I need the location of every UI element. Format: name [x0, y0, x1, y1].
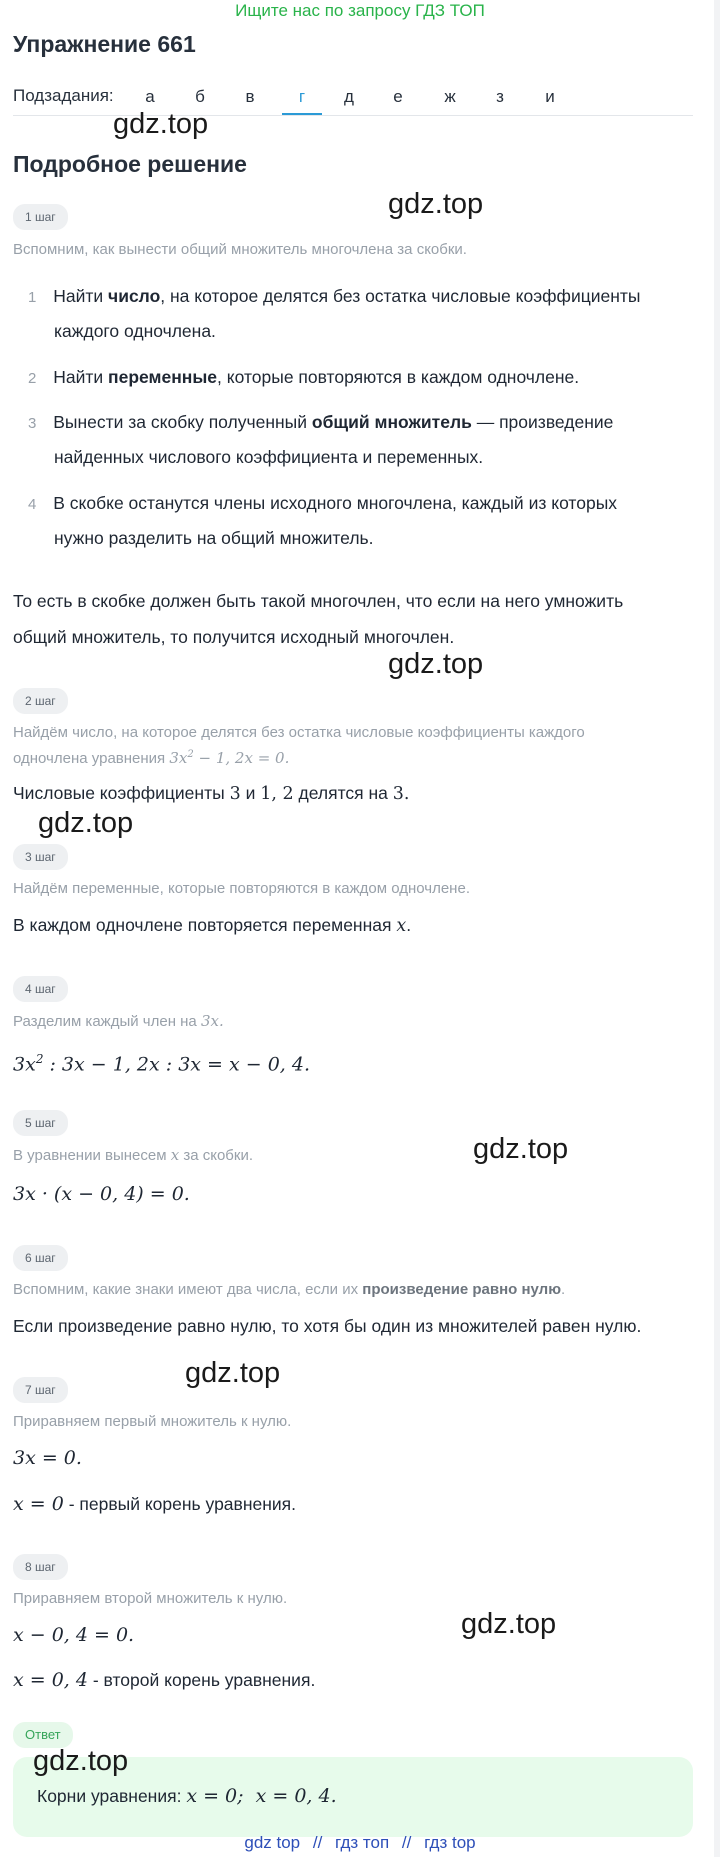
equation: 3x = 0. — [13, 1447, 82, 1469]
list-bold: общий множитель — [311, 412, 472, 432]
expression: 3x. — [200, 1012, 224, 1030]
list-number: 1 — [28, 289, 37, 306]
footer-link[interactable]: гдз top — [424, 1833, 476, 1852]
watermark: gdz.top — [461, 1608, 557, 1640]
root-line — [13, 1490, 296, 1518]
page-title: Упражнение 661 — [13, 31, 196, 57]
footer-link[interactable]: гдз топ — [335, 1833, 390, 1852]
step-6-badge: 6 шаг — [13, 1245, 68, 1271]
number-value: 3 — [392, 784, 404, 804]
subtab-g[interactable]: г — [282, 80, 322, 116]
step-2-text — [13, 779, 409, 808]
subtab-zh[interactable]: ж — [444, 87, 456, 106]
list-text: Найти — [53, 286, 109, 306]
number: 3 — [229, 784, 241, 804]
step-1-desc: Вспомним, как вынести общий множитель многочлена за скобки. — [13, 241, 467, 258]
equation: $3x^2$ : 3x − 1, 2x : 3x = x − 0, 4. — [13, 1052, 311, 1076]
equation: $3x^2 - 1$, 2x = 0. — [169, 749, 290, 767]
list-item — [28, 282, 698, 312]
step-4-badge: 4 шаг — [13, 976, 68, 1002]
step-7-badge: 7 шаг — [13, 1377, 68, 1403]
list-item-cont: каждого одночлена. — [54, 321, 216, 341]
footer-separator: // — [312, 1833, 323, 1852]
root: x = 0 — [13, 1493, 64, 1515]
subtab-a[interactable]: а — [145, 87, 155, 106]
watermark: gdz.top — [33, 1745, 129, 1777]
text: Разделим каждый член на — [13, 1013, 197, 1030]
step-2-desc: Найдём число, на которое делятся без остатка числовые коэффициенты каждого — [13, 724, 585, 741]
step-5-badge: 5 шаг — [13, 1110, 68, 1136]
watermark: gdz.top — [113, 108, 209, 140]
list-item — [28, 363, 579, 393]
footer-link[interactable]: gdz top — [244, 1833, 301, 1852]
list-item-cont: нужно разделить на общий множитель. — [54, 528, 374, 548]
step-8-desc: Приравняем второй множитель к нулю. — [13, 1590, 288, 1607]
step-3-text: В каждом одночлене повторяется переменная x. — [13, 915, 412, 936]
text: В каждом одночлене повторяется переменная — [13, 915, 392, 935]
list-item — [28, 408, 613, 438]
subtab-e[interactable]: е — [393, 87, 403, 106]
subtab-d[interactable]: д — [344, 87, 354, 106]
list-number: 3 — [28, 415, 37, 432]
subtab-v[interactable]: в — [245, 87, 255, 106]
roots: x = 0; x = 0, 4. — [186, 1785, 337, 1807]
number: 1, 2 — [260, 784, 294, 804]
section-title: Подробное решение — [13, 151, 247, 177]
text: - второй корень уравнения. — [92, 1670, 316, 1690]
list-item-cont: найденных числового коэффициента и переменных. — [54, 447, 484, 467]
variable: x — [396, 916, 407, 936]
step-2-desc-line2 — [13, 744, 289, 770]
answer-badge: Ответ — [13, 1722, 73, 1748]
root-line — [13, 1666, 315, 1694]
variable: x — [170, 1146, 180, 1164]
list-item — [28, 489, 617, 519]
equation: 3x · (x − 0, 4) = 0. — [13, 1183, 190, 1205]
footer-links — [0, 1833, 720, 1853]
paragraph: общий множитель, то получится исходный многочлен. — [13, 627, 455, 647]
watermark: gdz.top — [388, 648, 484, 680]
list-text: — произведение — [471, 412, 614, 432]
watermark: gdz.top — [185, 1357, 281, 1389]
watermark: gdz.top — [38, 807, 134, 839]
answer-text — [37, 1782, 337, 1810]
right-scroll-gutter — [714, 0, 720, 1857]
list-text: , на которое делятся без остатка числовые коэффициенты — [160, 286, 641, 306]
text: - первый корень уравнения. — [68, 1494, 297, 1514]
watermark: gdz.top — [473, 1133, 569, 1165]
watermark: gdz.top — [388, 188, 484, 220]
text: Вспомним, какие знаки имеют два числа, если их — [13, 1281, 363, 1298]
list-bold: переменные — [108, 367, 218, 387]
step-2-desc-text: одночлена уравнения — [13, 750, 166, 767]
number: 3. — [392, 784, 410, 804]
step-1-badge: 1 шаг — [13, 204, 68, 230]
text: делятся на — [298, 783, 388, 803]
subtab-i[interactable]: и — [545, 87, 555, 106]
step-6-text: Если произведение равно нулю, то хотя бы один из множителей равен нулю. — [13, 1316, 642, 1336]
step-6-desc: Вспомним, какие знаки имеют два числа, если их произведение равно нулю. — [13, 1281, 566, 1298]
subtab-b[interactable]: б — [195, 87, 205, 106]
text: за скобки. — [183, 1147, 254, 1164]
text: Корни уравнения: — [37, 1786, 182, 1806]
list-number: 2 — [28, 370, 37, 387]
footer-separator: // — [401, 1833, 412, 1852]
text: В уравнении вынесем — [13, 1147, 167, 1164]
list-text: Вынести за скобку полученный — [53, 412, 312, 432]
subtab-z[interactable]: з — [496, 87, 504, 106]
step-7-desc: Приравняем первый множитель к нулю. — [13, 1413, 292, 1430]
step-3-badge: 3 шаг — [13, 844, 68, 870]
paragraph: То есть в скобке должен быть такой многочлен, что если на него умножить — [13, 591, 624, 611]
subtasks-label: Подзадания: — [13, 86, 114, 105]
step-5-desc — [13, 1144, 253, 1167]
bold-text: произведение равно нулю — [362, 1281, 562, 1298]
text: и — [245, 783, 256, 803]
step-4-desc — [13, 1010, 224, 1033]
search-banner[interactable]: Ищите нас по запросу ГДЗ ТОП — [235, 1, 485, 20]
list-text: В скобке останутся члены исходного многочлена, каждый из которых — [53, 493, 618, 513]
step-3-desc: Найдём переменные, которые повторяются в каждом одночлене. — [13, 880, 470, 897]
root: x = 0, 4 — [13, 1669, 88, 1691]
equation: x − 0, 4 = 0. — [13, 1624, 135, 1646]
text: Числовые коэффициенты — [13, 783, 225, 803]
step-2-badge: 2 шаг — [13, 688, 68, 714]
list-number: 4 — [28, 496, 37, 513]
list-bold: число — [108, 286, 161, 306]
list-text: Найти — [53, 367, 109, 387]
step-8-badge: 8 шаг — [13, 1554, 68, 1580]
list-text: , которые повторяются в каждом одночлене. — [217, 367, 580, 387]
